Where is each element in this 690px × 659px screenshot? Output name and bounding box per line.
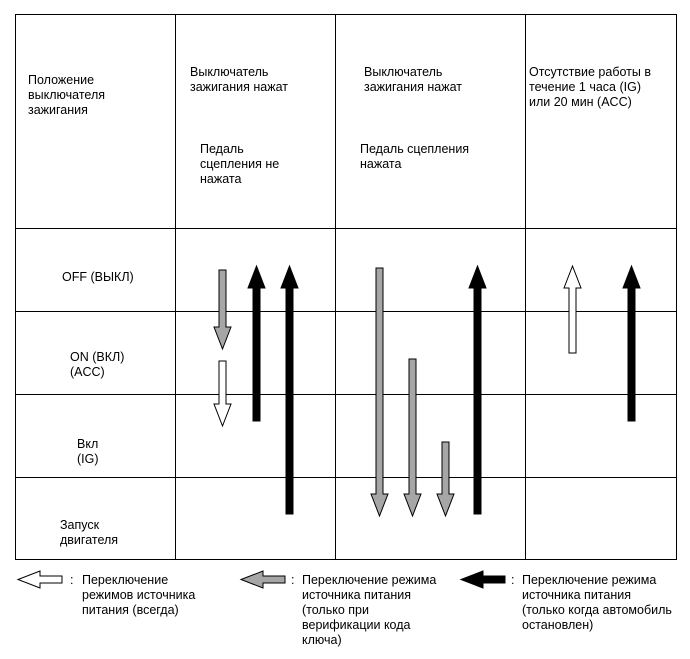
legend-colon: : xyxy=(511,573,515,587)
arrow-white-down xyxy=(214,361,231,426)
header-col2-subtitle: Педаль сцепления не нажата xyxy=(200,142,280,186)
legend-arrow-white xyxy=(18,571,62,588)
header-col2-title: Выключатель зажигания нажат xyxy=(190,65,289,94)
header-col3-subtitle: Педаль сцепления нажата xyxy=(360,142,470,171)
row-label-start: Запуск двигателя xyxy=(60,518,119,547)
arrow-gray-down xyxy=(371,268,388,516)
arrow-black-up xyxy=(281,266,298,514)
arrow-gray-down xyxy=(404,359,421,516)
row-label-off: OFF (ВЫКЛ) xyxy=(62,270,134,284)
arrow-gray-down xyxy=(214,270,231,349)
legend-text-always: Переключение режимов источника питания (всегда) xyxy=(82,573,196,617)
header-ignition-position: Положение выключателя зажигания xyxy=(28,73,106,117)
arrow-black-up xyxy=(248,266,265,421)
arrow-gray-down xyxy=(437,442,454,516)
header-col4-title: Отсутствие работы в течение 1 часа (IG) или 20 мин (ACC) xyxy=(529,65,651,109)
legend-text-key-verified: Переключение режима источника питания (только при верификации кода ключа) xyxy=(302,573,437,647)
row-label-acc: ON (ВКЛ) (ACC) xyxy=(70,350,125,379)
legend-arrow-gray xyxy=(241,571,285,588)
arrow-black-up xyxy=(623,266,640,421)
legend-arrow-black xyxy=(461,571,505,588)
header-col3-title: Выключатель зажигания нажат xyxy=(364,65,463,94)
arrow-black-up xyxy=(469,266,486,514)
row-label-ig: Вкл (IG) xyxy=(77,437,99,466)
legend-colon: : xyxy=(291,573,295,587)
arrow-white-up xyxy=(564,266,581,353)
legend-text-vehicle-stopped: Переключение режима источника питания (только когда автомобиль остановлен) xyxy=(522,573,672,632)
legend-colon: : xyxy=(70,573,74,587)
